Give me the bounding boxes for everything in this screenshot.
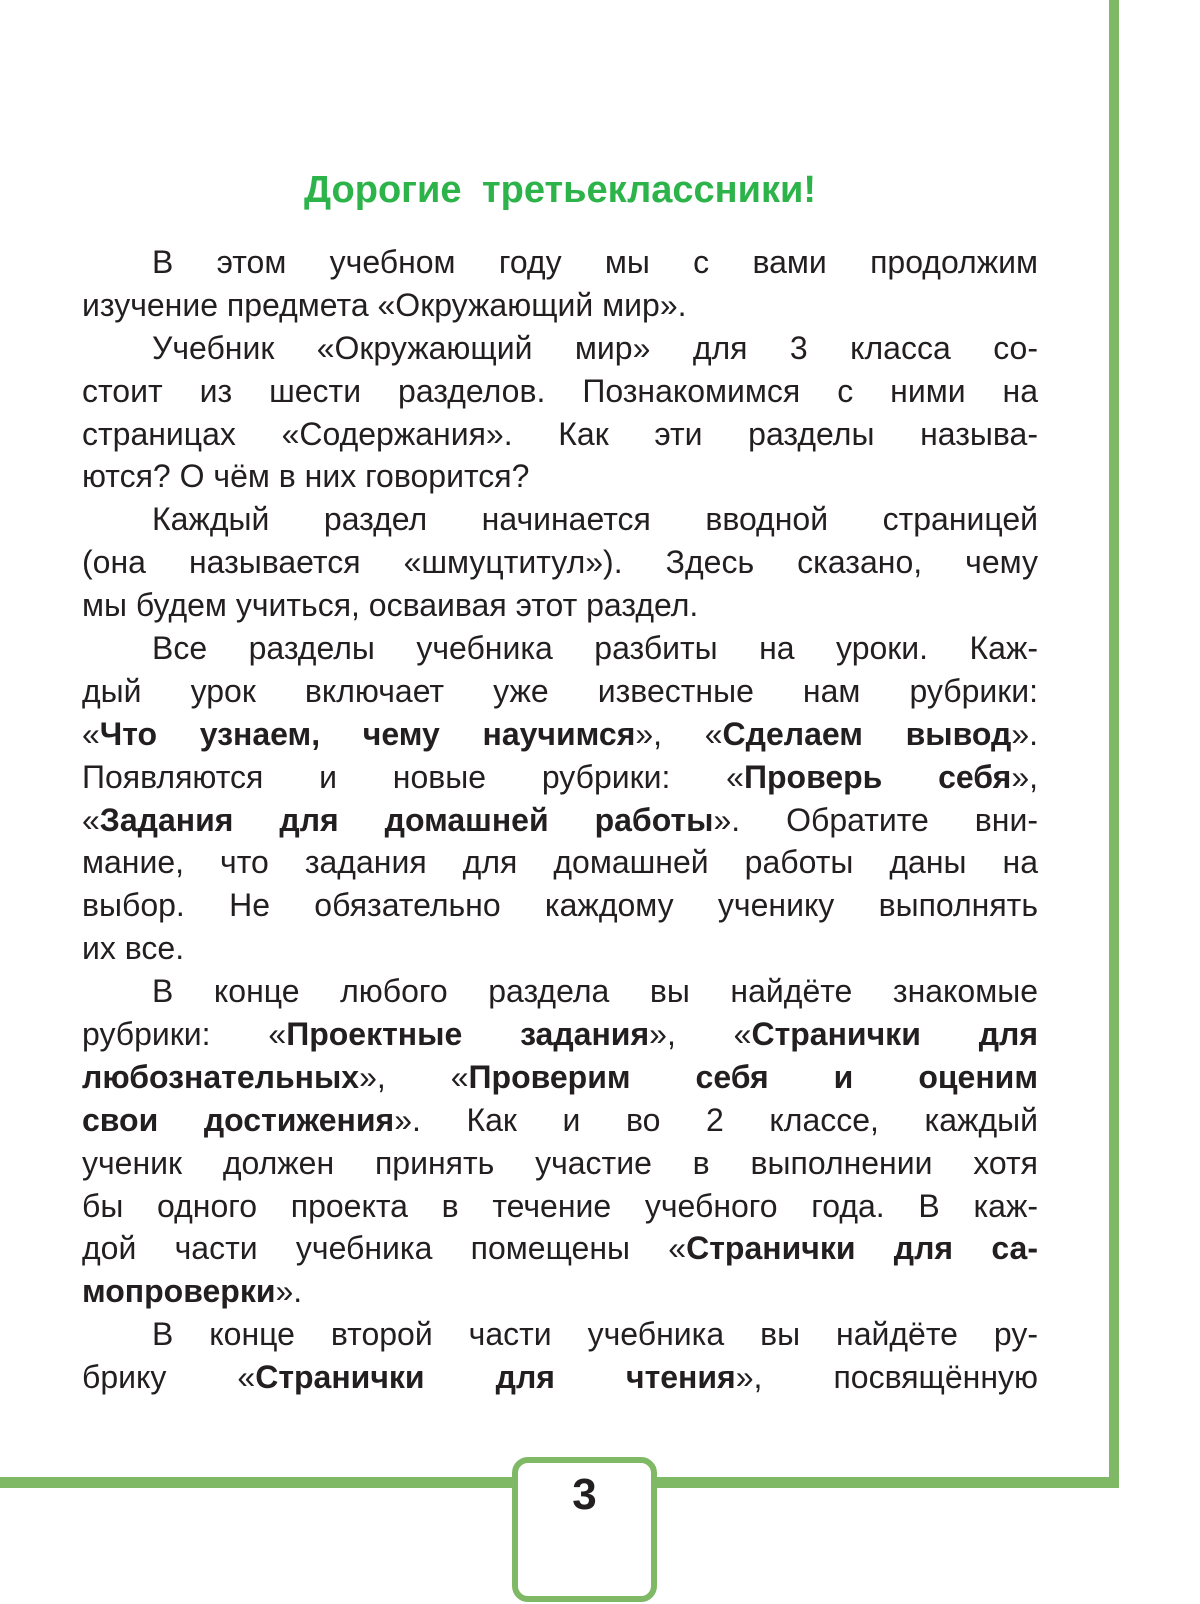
text-segment: мы будем учиться, осваивая этот раздел. [82, 587, 699, 624]
text-line [82, 884, 1038, 927]
text-segment: В этом учебном году мы с вами продолжим [152, 244, 1038, 280]
text-line [82, 1056, 1038, 1099]
text-segment: изучение предмета «Окружающий мир». [82, 286, 687, 323]
text-line [82, 541, 1038, 584]
bold-rubric-text: Проверим себя и оценим [468, 1058, 1039, 1095]
text-segment: ». [275, 1273, 303, 1310]
text-segment: Каждый раздел начинается вводной страницей [152, 501, 1038, 538]
text-line [82, 1099, 1038, 1142]
bold-rubric-text: Что узнаем, чему научимся [99, 715, 636, 752]
text-line [82, 1356, 1038, 1399]
bold-rubric-text: Сделаем вывод [722, 715, 1012, 752]
bold-rubric-text: Проверь себя [743, 758, 1012, 795]
body-text [82, 241, 1038, 1399]
page-frame-right-border [1109, 0, 1119, 1488]
text-segment: В конце второй части учебника вы найдёте ру- [152, 1316, 1038, 1353]
page-number-box [512, 1457, 657, 1602]
text-line [82, 413, 1038, 456]
text-segment: ». Обратите вни- [713, 801, 1039, 838]
text-segment: (она называется «шмуцтитул»). Здесь сказано, чему [82, 544, 1038, 581]
text-line [82, 627, 1038, 670]
text-segment: », посвящённую [735, 1359, 1039, 1396]
bold-rubric-text: Странички для чтения [255, 1359, 736, 1396]
text-line [82, 241, 1038, 284]
bold-rubric-text: Странички для [751, 1016, 1039, 1053]
text-line [82, 927, 1038, 970]
text-segment: страницах «Содержания». Как эти разделы называ- [82, 415, 1038, 452]
text-segment: Все разделы учебника разбиты на уроки. Каж- [152, 630, 1038, 667]
text-line [82, 498, 1038, 541]
text-line [82, 284, 1038, 327]
text-segment: Учебник «Окружающий мир» для 3 класса со- [152, 329, 1038, 366]
bold-rubric-text: Странички для са- [686, 1230, 1039, 1267]
text-segment: брику « [82, 1359, 256, 1396]
text-line [82, 1313, 1038, 1356]
text-segment: ученик должен принять участие в выполнении хотя [82, 1144, 1038, 1181]
text-segment: дой части учебника помещены « [82, 1230, 687, 1267]
page-title: Дорогие третьеклассники! [304, 169, 816, 211]
text-segment: рубрики: « [82, 1016, 287, 1053]
text-line [82, 756, 1038, 799]
text-segment: В конце любого раздела вы найдёте знакомые [152, 973, 1038, 1010]
text-segment: ются? О чём в них говорится? [82, 458, 530, 495]
text-segment: Появляются и новые рубрики: « [82, 758, 744, 795]
text-segment: выбор. Не обязательно каждому ученику выполнять [82, 887, 1038, 924]
text-line [82, 1185, 1038, 1228]
text-line [82, 327, 1038, 370]
text-segment: « [82, 715, 100, 752]
text-segment: дый урок включает уже известные нам рубрики: [82, 672, 1038, 709]
bold-rubric-text: свои достижения [82, 1101, 395, 1138]
text-segment: « [82, 801, 100, 838]
text-segment: », « [359, 1058, 469, 1095]
text-line [82, 1227, 1038, 1270]
text-segment: стоит из шести разделов. Познакомимся с ними на [82, 372, 1038, 409]
bold-rubric-text: любознательных [82, 1058, 360, 1095]
text-segment: мание, что задания для домашней работы даны на [82, 844, 1038, 881]
text-line [82, 799, 1038, 842]
text-line [82, 670, 1038, 713]
text-segment: », [1011, 758, 1039, 795]
text-segment: ». Как и во 2 классе, каждый [394, 1101, 1039, 1138]
text-segment: ». [1011, 715, 1038, 752]
text-segment: бы одного проекта в течение учебного года. В каж- [82, 1187, 1038, 1224]
text-segment: », « [635, 715, 723, 752]
text-line [82, 584, 1038, 627]
bold-rubric-text: мопроверки [82, 1273, 276, 1310]
text-line [82, 1142, 1038, 1185]
text-segment: их все. [82, 930, 185, 967]
text-line [82, 970, 1038, 1013]
text-line [82, 455, 1038, 498]
bold-rubric-text: Проектные задания [286, 1016, 650, 1053]
bold-rubric-text: Задания для домашней работы [99, 801, 714, 838]
text-segment: », « [649, 1016, 752, 1053]
text-line [82, 713, 1038, 756]
text-line [82, 841, 1038, 884]
page-number: 3 [572, 1470, 597, 1519]
text-line [82, 1013, 1038, 1056]
text-line [82, 1270, 1038, 1313]
text-line [82, 370, 1038, 413]
